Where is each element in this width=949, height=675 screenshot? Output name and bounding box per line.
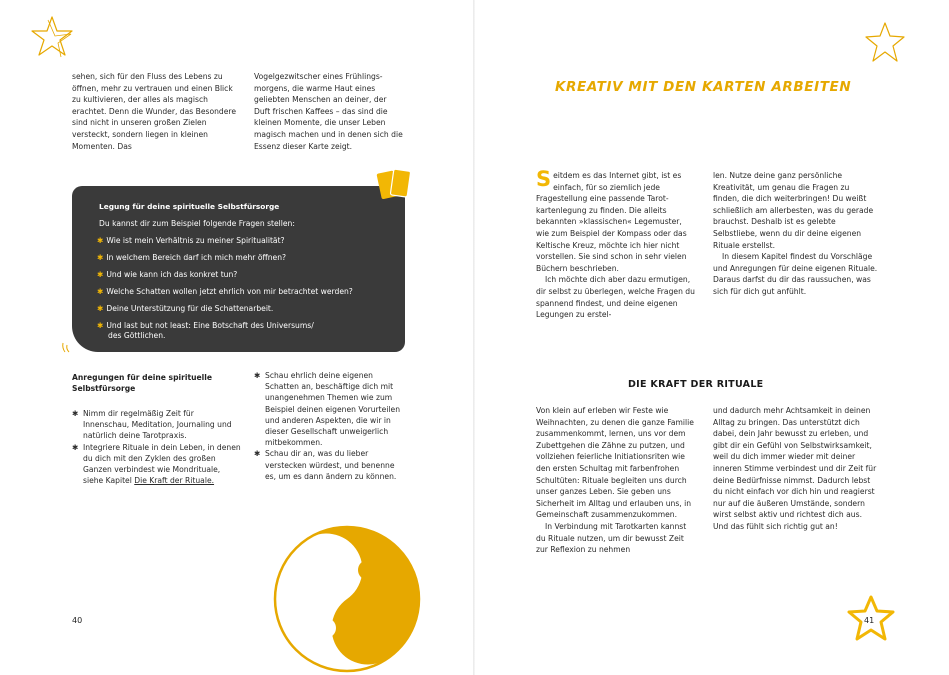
star-bullet-icon: ✱	[97, 236, 104, 245]
star-bullet-icon: ✱	[97, 287, 104, 296]
box-question: ✱ Und last but not least: Eine Botschaft des Universums/	[97, 321, 314, 330]
right-col4-text: und dadurch mehr Achtsamkeit in deinen Alltag zu bringen. Das unterstützt dich dabei, dein Jahr bewusst zu erleben, und gibt dir ein Gefühl von Selbstwirksamkeit, weil du dich immer wieder mit deiner inneren Stimme verbindest und dir Zeit für deine Bedürfnisse nimmst. Dadurch lebst du nicht einfach vor dich hin und reagierst nur auf die äußeren Umstände, sondern wirst selbst aktiv und richtest dich aus. Und das fühlt sich richtig gut an!	[713, 406, 877, 531]
box-question: ✱ Deine Unterstützung für die Schattenarbeit.	[97, 304, 274, 313]
right-col1-text: Seitdem es das Internet gibt, ist es einfach, für so ziemlich jede Fragestellung eine passende Tarotkartenlegung zu finden. Die alleits bekannten »klassischen« Legemuster, wie zum Beispiel der Kompass oder das Keltische Kreuz, möchte ich hier nicht vorstellen. Sie sind schon in sehr vielen Büchern beschrieben. Ich möchte dich aber dazu ermutigen, dir selbst zu überlegen, welche Fragen du spannend findest, und deine eigenen Legungen zu erstel-	[536, 167, 695, 320]
left-col1-text: sehen, sich für den Fluss des Lebens zu öffnen, mehr zu vertrauen und einen Blick zu kultivieren, der alles als magisch erachtet. Denn die Wunder, das Besondere sind nicht in unseren großen Zielen versteckt, sondern liegen in kleinen Momenten. Das	[72, 72, 237, 151]
asterisk-bullet-icon: ✱	[72, 442, 79, 452]
right-col3-text: Von klein auf erleben wir Feste wie Weihnachten, zu denen die ganze Familie zusammenkommt, lernen, uns vor dem Zubettgehen die Zähne zu putzen, und vollziehen feierliche Initiationsriten wie den ersten Schultag mit farbenfrohen Schultüten: Rituale begleiten uns durch unser ganzes Leben. Sie geben uns Sicherheit im Alltag und erlauben uns, in Gemeinschaft zusammenzukommen. In Verbindung mit Tarotkarten kannst du Rituale nutzen, um dir bewusst Zeit zur Reflexion zu nehmen	[536, 406, 694, 555]
anregungen-list-left	[72, 408, 242, 486]
box-question: des Göttlichen.	[108, 331, 166, 340]
page-number-left: 40	[72, 616, 83, 625]
list-item: ✱ Nimm dir regelmäßig Zeit für Innenschau, Meditation, Journaling und natürlich deine Tarotpraxis.	[72, 409, 232, 441]
spiritual-selfcare-box	[72, 186, 405, 352]
accent-marks-icon	[60, 340, 74, 354]
star-bullet-icon: ✱	[97, 321, 104, 330]
chapter-link[interactable]: Die Kraft der Rituale.	[134, 476, 215, 486]
anregungen-list-right	[254, 370, 404, 482]
list-item: ✱ Integriere Rituale in dein Leben, in denen du dich mit den Zyklen des großen Ganzen verbindest wie Mondrituale, siehe Kapitel Die Kraft der Rituale.	[72, 442, 241, 486]
star-bullet-icon: ✱	[97, 253, 104, 262]
star-bullet-icon: ✱	[97, 270, 104, 279]
list-item: ✱ Schau dir an, was du lieber verstecken würdest, und benenne es, um es dann ändern zu können.	[254, 449, 397, 481]
box-question: ✱ Welche Schatten wollen jetzt ehrlich von mir betrachtet werden?	[97, 287, 353, 296]
box-question: ✱ Und wie kann ich das konkret tun?	[97, 270, 238, 279]
right-page	[475, 0, 949, 675]
asterisk-bullet-icon: ✱	[254, 449, 261, 459]
page-number-right: 41	[864, 616, 875, 625]
box-title: Legung für deine spirituelle Selbstfürsorge	[99, 202, 280, 211]
list-item: ✱ Schau ehrlich deine eigenen Schatten an, beschäftige dich mit unangenehmen Themen wie zum Beispiel deinen eigenen Vorurteilen und anderen Aspekten, die wir in dieser Gesellschaft unweigerlich mitbekommen.	[254, 371, 401, 448]
right-col2-text: len. Nutze deine ganz persönliche Kreativität, um genau die Fragen zu finden, die dich weiterbringen! Du weißt schließlich am allerbesten, was du gerade brauchst. Deshalb ist es gelebte Selbstliebe, wenn du dir deine eigenen Rituale erstellst. In diesem Kapitel findest du Vorschläge und Anregungen für deine eigenen Rituale. Daraus darfst du dir das raussuchen, was sich für dich gut anfühlt.	[713, 171, 878, 296]
star-bullet-icon: ✱	[97, 304, 104, 313]
box-question: ✱ In welchem Bereich darf ich mich mehr öffnen?	[97, 253, 287, 262]
asterisk-bullet-icon: ✱	[254, 371, 261, 380]
asterisk-bullet-icon: ✱	[72, 409, 79, 418]
anregungen-title: Anregungen für deine spirituelle Selbstfürsorge	[72, 373, 212, 393]
box-intro: Du kannst dir zum Beispiel folgende Fragen stellen:	[99, 219, 295, 228]
yin-yang-icon	[272, 524, 422, 674]
chapter-heading: KREATIV MIT DEN KARTEN ARBEITEN	[555, 79, 852, 95]
drop-cap: S	[536, 167, 552, 191]
star-doodle-icon	[862, 20, 908, 66]
left-page	[0, 0, 474, 675]
left-col2-text: Vogelgezwitscher eines Frühlingsmorgens, die warme Haut eines geliebten Menschen an deiner, der Duft frischen Kaffees – das sind die kleinen Momente, die unser Leben magisch machen und in denen sich die Essenz dieser Karte zeigt.	[254, 72, 403, 151]
section-heading: DIE KRAFT DER RITUALE	[628, 379, 764, 390]
box-question: ✱ Wie ist mein Verhältnis zu meiner Spiritualität?	[97, 236, 285, 245]
star-doodle-icon	[28, 14, 76, 60]
tarot-cards-icon	[374, 164, 414, 204]
